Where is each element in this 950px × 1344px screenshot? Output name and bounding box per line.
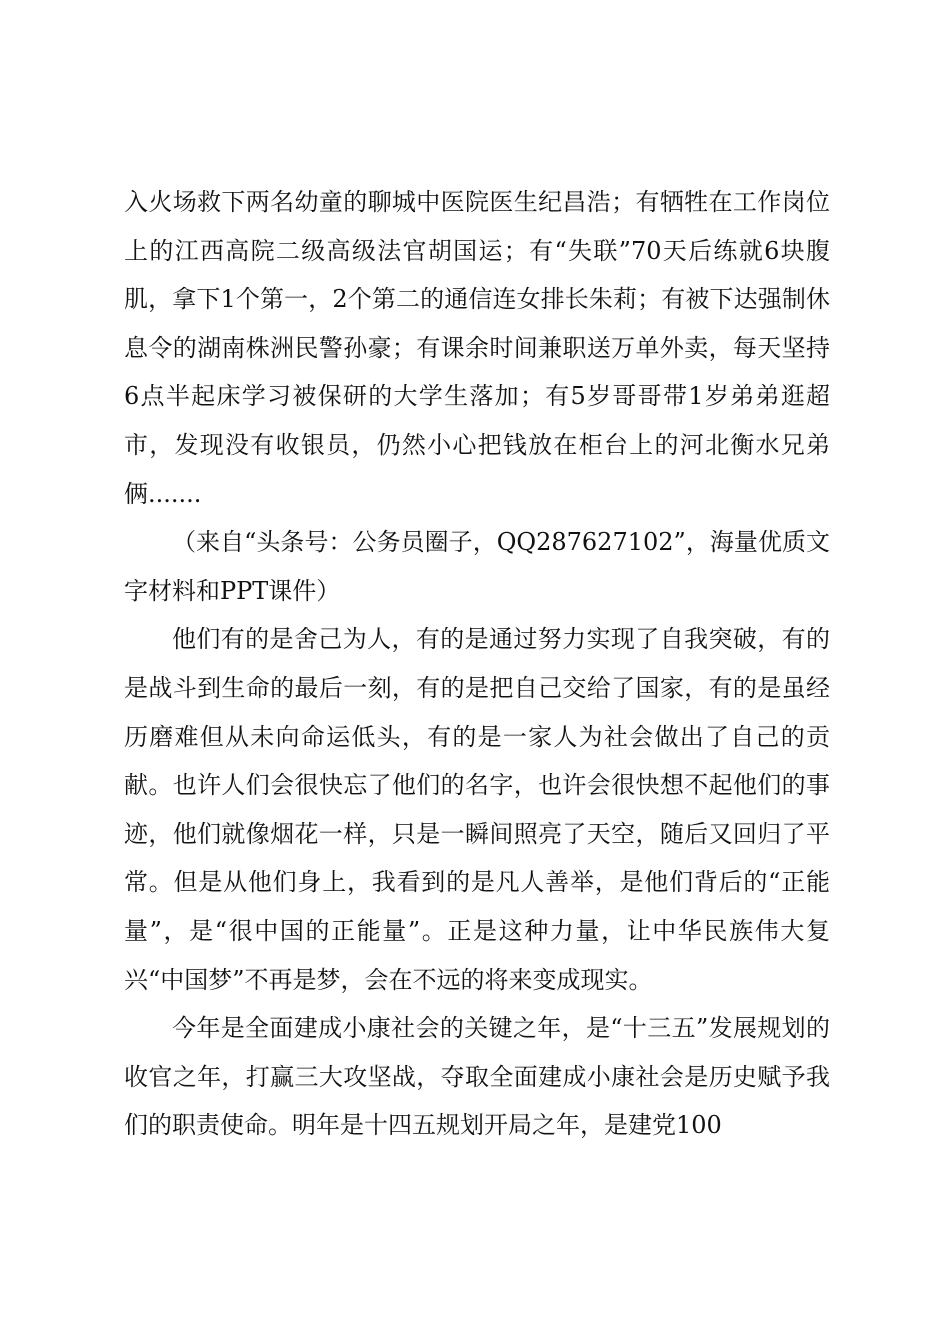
- paragraph-3: 他们有的是舍己为人，有的是通过努力实现了自我突破，有的是战斗到生命的最后一刻，有的是把自己交给了国家，有的是虽经历磨难但从未向命运低头，有的是一家人为社会做出了自己的贡献。也许人们会很快忘了他们的名字，也许会很快想不起他们的事迹，他们就像烟花一样，只是一瞬间照亮了天空，随后又回归了平常。但是从他们身上，我看到的是凡人善举，是他们背后的“正能量”，是“很中国的正能量”。正是这种力量，让中华民族伟大复兴“中国梦”不再是梦，会在不远的将来变成现实。: [124, 625, 830, 994]
- document-body: [124, 178, 830, 1150]
- paragraph-1: 入火场救下两名幼童的聊城中医院医生纪昌浩；有牺牲在工作岗位上的江西高院二级高级法官胡国运；有“失联”70天后练就6块腹肌，拿下1个第一，2个第二的通信连女排长朱莉；有被下达强制休息令的湖南株洲民警孙豪；有课余时间兼职送万单外卖，每天坚持6点半起床学习被保研的大学生落加；有5岁哥哥带1岁弟弟逛超市，发现没有收银员，仍然小心把钱放在柜台上的河北衡水兄弟俩.......: [124, 188, 830, 508]
- paragraph-2-source-note: （来自“头条号：公务员圈子，QQ287627102”，海量优质文字材料和PPT课件）: [124, 528, 830, 605]
- paragraph-4: 今年是全面建成小康社会的关键之年，是“十三五”发展规划的收官之年，打赢三大攻坚战，夺取全面建成小康社会是历史赋予我们的职责使命。明年是十四五规划开局之年，是建党100: [124, 1014, 830, 1140]
